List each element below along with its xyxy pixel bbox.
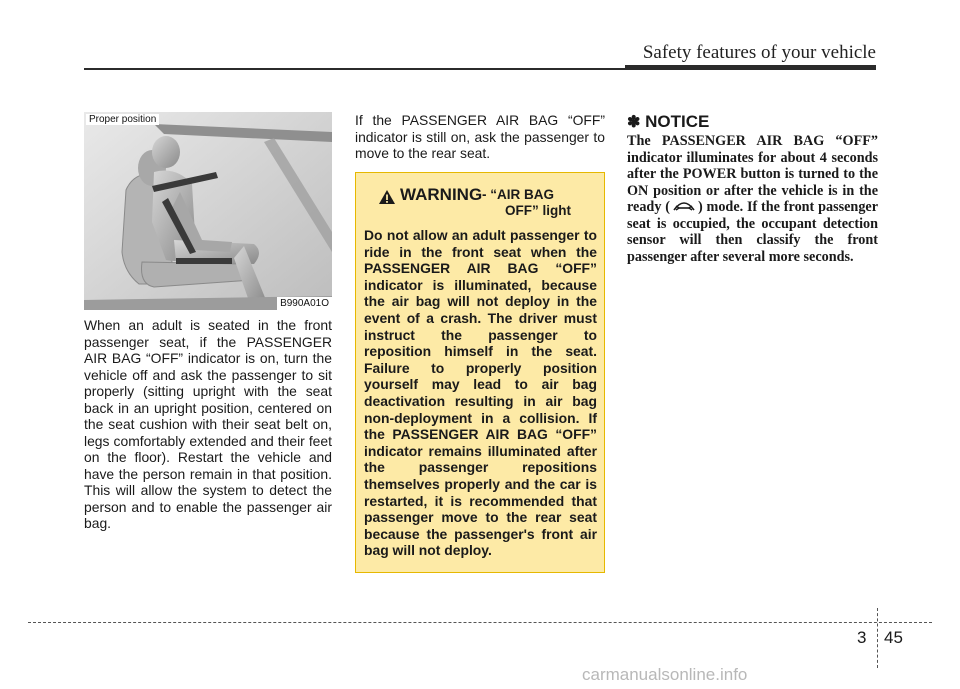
page-number: 45 (884, 628, 903, 647)
notice-title (627, 112, 709, 132)
figure-code: B990A01O (277, 297, 332, 310)
proper-position-illustration (84, 112, 332, 310)
page-number-separator (877, 608, 878, 668)
header-rule-accent (625, 65, 876, 70)
notice-body-start: The PASSENGER AIR BAG “OFF” indicator illuminates for about 4 seconds after the POWER button is turned to the ON position or after the vehicle is in the ready ( (627, 133, 878, 215)
warning-subtitle-line2: OFF” light (505, 203, 571, 218)
figure-caption: Proper position (86, 114, 159, 125)
notice-title-text: NOTICE (645, 112, 710, 131)
ready-indicator-icon (670, 199, 698, 214)
warning-header (364, 183, 597, 227)
chapter-number: 3 (857, 628, 867, 647)
watermark: carmanualsonline.info (582, 665, 748, 684)
adult-seating-paragraph: When an adult is seated in the front passenger seat, if the PASSENGER AIR BAG “OFF” indicator is on, turn the vehicle off and ask the passenger to sit properly (sitting upright with the seat back in an upright position, centered on the seat cushion with their seat belt on, legs comfortably extended and their feet on the floor). Restart the vehicle and have the person remain in that position. This will allow the system to detect the person and to enable the passenger air bag. (84, 317, 332, 531)
warning-label: WARNING (400, 185, 483, 204)
notice-body-end: ) mode. If the front passenger seat is occupied, the occupant detection sensor will then classify the front passenger after several more seconds. (627, 199, 879, 265)
seating-figure (84, 112, 332, 310)
section-title: Safety features of your vehicle (642, 42, 876, 63)
notice-symbol: ✽ (627, 114, 641, 131)
notice-body (627, 133, 878, 265)
warning-box (355, 172, 605, 573)
warning-body: Do not allow an adult passenger to ride in the front seat when the PASSENGER AIR BAG “OFF” indicator is illuminated, because the air bag will not deploy in the event of a crash. The driver must instruct the passenger to reposition himself in the seat. Failure to properly position yourself may lead to air bag deactivation resulting in air bag non-deployment in a collision. If the PASSENGER AIR BAG “OFF” indicator remains illuminated after the passenger repositions themselves properly and the car is restarted, it is recommended that passenger move to the rear seat because the passenger's front air bag will not deploy. (364, 227, 597, 559)
rear-seat-paragraph: If the PASSENGER AIR BAG “OFF” indicator is still on, ask the passenger to move to the rear seat. (355, 112, 605, 161)
warning-triangle-icon (378, 189, 396, 205)
warning-subtitle-line1: - “AIR BAG (482, 187, 554, 202)
footer-rule (28, 622, 932, 623)
